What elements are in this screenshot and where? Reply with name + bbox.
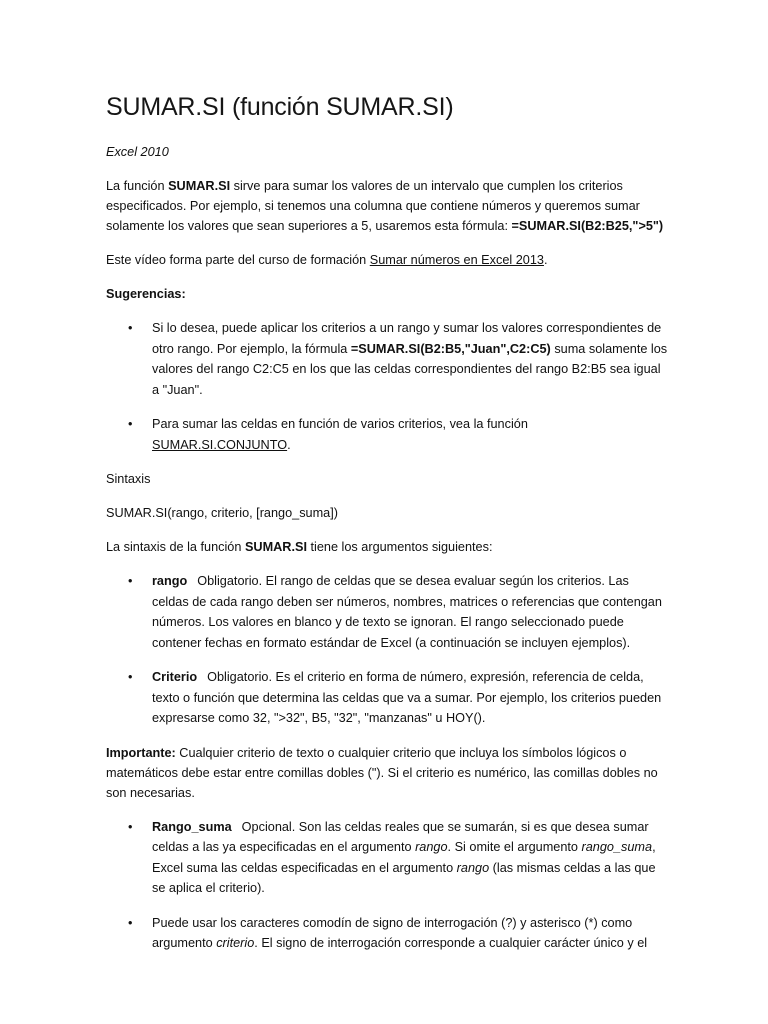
syntax-intro-text-2: tiene los argumentos siguientes:: [306, 540, 493, 554]
arg-rango-suma-text-3: , Excel suma las celdas especificadas en el argumento: [152, 840, 656, 875]
intro-function-name: SUMAR.SI: [168, 179, 231, 193]
video-text-2: .: [543, 253, 548, 267]
list-item: [106, 318, 668, 400]
syntax-intro-function: SUMAR.SI: [244, 540, 307, 554]
sumar-si-conjunto-link[interactable]: SUMAR.SI.CONJUNTO: [152, 437, 288, 452]
arg-rango-suma-italic-2: rango_suma: [581, 840, 653, 854]
suggestion1-text-2: suma solamente los valores del rango C2:C5 en los que las celdas correspondientes del rango B2:B5 sea igual a "Juan".: [152, 341, 668, 397]
page-title: SUMAR.SI (función SUMAR.SI): [106, 93, 454, 121]
suggestion1-text-1: Si lo desea, puede aplicar los criterios a un rango y sumar los valores correspondientes de otro rango. Por ejemplo, la fórmula: [152, 321, 662, 356]
arg-criterio-text: Obligatorio. Es el criterio en forma de número, expresión, referencia de celda, texto o función que determina las celdas que va a sumar. Por ejemplo, los criterios pueden expresarse como 32, ">32", B5, "32", "manzanas" u HOY().: [152, 670, 662, 725]
intro-text-1: La función: [106, 179, 169, 193]
list-item: [106, 913, 668, 954]
bullet-icon: •: [128, 670, 133, 684]
video-paragraph: [106, 250, 668, 270]
syntax-line: SUMAR.SI(rango, criterio, [rango_suma]): [106, 506, 338, 520]
arg-rango-suma-italic-1: rango: [415, 840, 448, 854]
list-item: [106, 414, 668, 455]
intro-paragraph: [106, 176, 668, 236]
suggestion1-formula: =SUMAR.SI(B2:B5,"Juan",C2:C5): [350, 341, 551, 356]
bullet-icon: •: [128, 417, 133, 431]
arguments-list-2: [106, 817, 668, 954]
list-item: [106, 571, 668, 653]
wildcard-text-1: Puede usar los caracteres comodín de signo de interrogación (?) y asterisco (*) como argumento: [152, 915, 633, 950]
suggestion2-text-2: .: [287, 437, 291, 452]
suggestions-list: [106, 318, 668, 455]
syntax-heading: Sintaxis: [106, 472, 151, 486]
arg-criterio-term: Criterio: [152, 670, 198, 684]
important-label: Importante:: [106, 745, 176, 760]
arg-rango-suma-italic-3: rango: [456, 860, 490, 875]
arg-rango-text: Obligatorio. El rango de celdas que se desea evaluar según los criterios. Las celdas de cada rango deben ser números, nombres, matrices o referencias que contengan números. Los valores en blanco y de texto se ignoran. El rango seleccionado puede contener fechas en formato estándar de Excel (a continuación se incluyen ejemplos).: [152, 574, 662, 650]
bullet-icon: •: [128, 321, 133, 335]
arg-rango-term: rango: [152, 574, 188, 588]
suggestions-heading: [106, 284, 668, 304]
subtitle: Excel 2010: [106, 145, 169, 159]
arg-rango-suma-term: Rango_suma: [152, 819, 232, 834]
list-item: [106, 667, 668, 729]
important-text: Cualquier criterio de texto o cualquier criterio que incluya los símbolos lógicos o matemáticos debe estar entre comillas dobles ("). Si el criterio es numérico, las comillas dobles no son necesarias.: [106, 745, 658, 800]
wildcard-italic: criterio: [216, 936, 255, 950]
arg-rango-suma-text-1: Opcional. Son las celdas reales que se sumarán, si es que desea sumar celdas a las ya especificadas en el argumento: [152, 819, 649, 854]
arguments-list: [106, 571, 668, 729]
suggestions-heading-text: Sugerencias:: [106, 287, 186, 301]
bullet-icon: •: [128, 819, 133, 834]
important-note: [106, 743, 668, 803]
bullet-icon: •: [128, 915, 133, 930]
syntax-intro: [106, 537, 668, 557]
intro-text-2: sirve para sumar los valores de un intervalo que cumplen los criterios especificados. Por ejemplo, si tenemos una columna que contiene números y queremos sumar solamente los valores que sean superiores a 5, usaremos esta fórmula:: [106, 179, 640, 233]
wildcard-text-2: . El signo de interrogación corresponde a cualquier carácter único y el: [254, 936, 648, 950]
arg-rango-suma-text-2: . Si omite el argumento: [447, 840, 582, 854]
video-text-1: Este vídeo forma parte del curso de formación: [106, 253, 370, 267]
bullet-icon: •: [128, 574, 133, 588]
list-item: [106, 817, 668, 899]
course-link[interactable]: Sumar números en Excel 2013: [369, 253, 544, 267]
intro-formula: =SUMAR.SI(B2:B25,">5"): [511, 219, 664, 233]
suggestion2-text-1: Para sumar las celdas en función de varios criterios, vea la función: [152, 417, 528, 431]
syntax-intro-text-1: La sintaxis de la función: [106, 540, 245, 554]
arg-rango-suma-text-4: (las mismas celdas a las que se aplica el criterio).: [152, 860, 656, 895]
